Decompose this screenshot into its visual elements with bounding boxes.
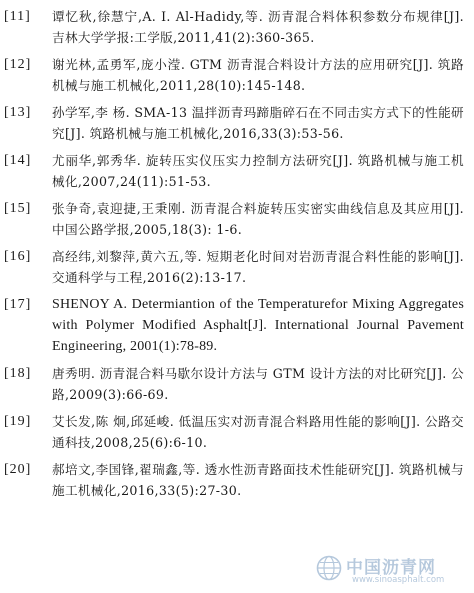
watermark: [316, 553, 466, 589]
reference-list: [0, 6, 474, 507]
globe-logo-icon: [316, 555, 342, 581]
watermark-url: www.sinoasphalt.com: [352, 575, 445, 585]
reference-number: [14]: [4, 153, 32, 168]
reference-number: [15]: [4, 201, 32, 216]
reference-item: [0, 294, 474, 357]
reference-number: [12]: [4, 57, 32, 72]
reference-item: [0, 6, 474, 48]
reference-text: 孙学军,李 杨. SMA-13 温拌沥青玛蹄脂碎石在不同击实方式下的性能研究[J]. 筑路机械与施工机械化,2016,33(3):53-56.: [52, 105, 464, 141]
reference-item: [0, 102, 474, 144]
reference-item: [0, 150, 474, 192]
reference-number: [20]: [4, 462, 32, 477]
reference-item: [0, 54, 474, 96]
reference-item: [0, 459, 474, 501]
reference-text: 郝培文,李国锋,翟瑞鑫,等. 透水性沥青路面技术性能研究[J]. 筑路机械与施工机械化,2016,33(5):27-30.: [52, 462, 464, 498]
reference-text: 艾长发,陈 炯,邱延峻. 低温压实对沥青混合料路用性能的影响[J]. 公路交通科技,2008,25(6):6-10.: [52, 414, 464, 450]
reference-number: [13]: [4, 105, 32, 120]
reference-text: 尤丽华,郭秀华. 旋转压实仪压实力控制方法研究[J]. 筑路机械与施工机械化,2007,24(11):51-53.: [52, 153, 464, 189]
reference-text: 唐秀明. 沥青混合料马歇尔设计方法与 GTM 设计方法的对比研究[J]. 公路,2009(3):66-69.: [52, 366, 464, 402]
reference-text: SHENOY A. Determiantion of the Temperaturefor Mixing Aggregates with Polymer Modified Asphalt[J]. International Journal Pavement Engineering, 2001(1):78-89.: [52, 297, 464, 354]
reference-number: [17]: [4, 297, 32, 312]
reference-text: 谭忆秋,徐慧宁,A. I. Al-Hadidy,等. 沥青混合料体积参数分布规律[J]. 吉林大学学报:工学版,2011,41(2):360-365.: [52, 9, 464, 45]
reference-item: [0, 411, 474, 453]
reference-number: [16]: [4, 249, 32, 264]
reference-item: [0, 363, 474, 405]
reference-text: 张争奇,袁迎捷,王秉刚. 沥青混合料旋转压实密实曲线信息及其应用[J]. 中国公路学报,2005,18(3): 1-6.: [52, 201, 464, 237]
reference-item: [0, 246, 474, 288]
reference-number: [18]: [4, 366, 32, 381]
reference-text: 高经纬,刘黎萍,黄六五,等. 短期老化时间对岩沥青混合料性能的影响[J]. 交通科学与工程,2016(2):13-17.: [52, 249, 464, 285]
watermark-title: 中国沥青网: [346, 558, 436, 578]
reference-number: [11]: [4, 9, 31, 24]
reference-text: 谢光林,孟勇军,庞小滢. GTM 沥青混合料设计方法的应用研究[J]. 筑路机械与施工机械化,2011,28(10):145-148.: [52, 57, 464, 93]
reference-item: [0, 198, 474, 240]
reference-number: [19]: [4, 414, 32, 429]
